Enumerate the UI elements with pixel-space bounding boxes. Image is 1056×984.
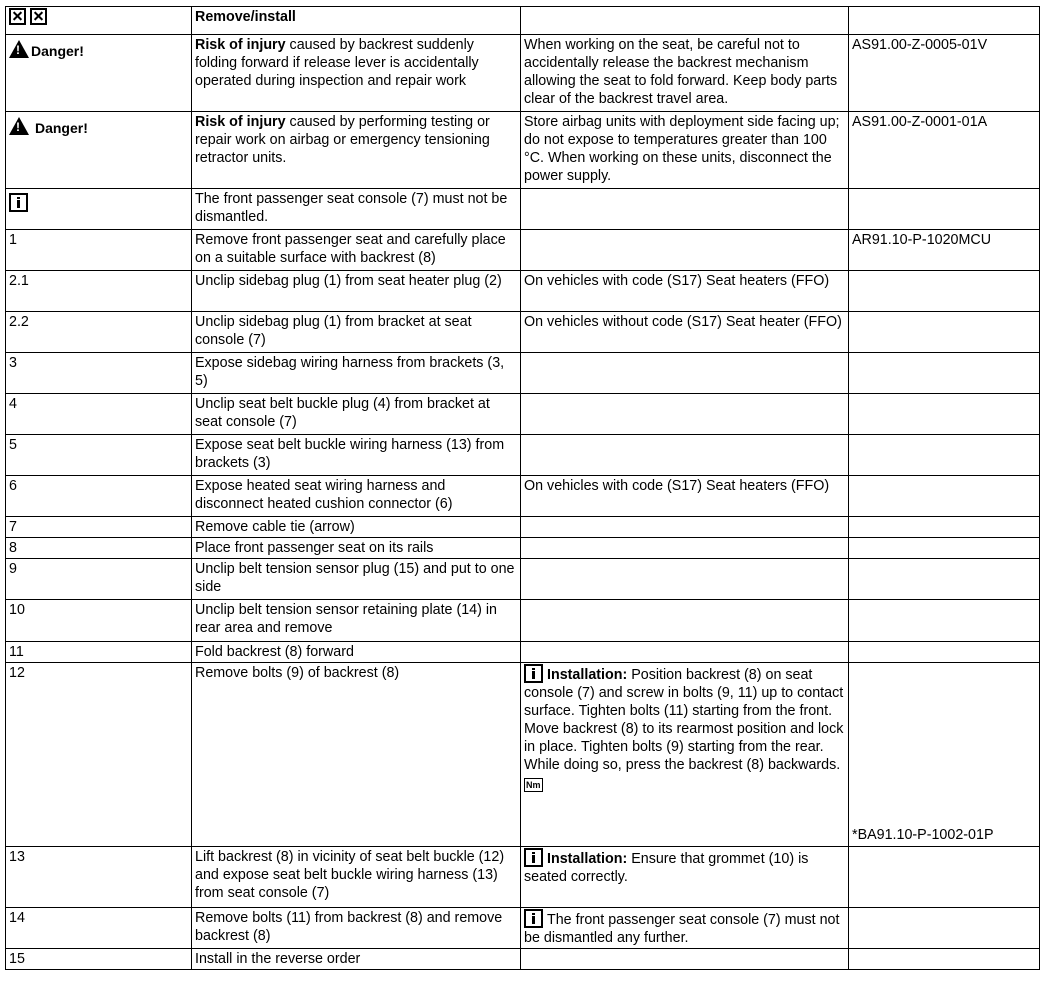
info-icon	[524, 664, 543, 683]
step-row	[6, 908, 1040, 949]
step-row	[6, 394, 1040, 435]
step-number: 2.1	[6, 271, 192, 312]
step-action: Unclip belt tension sensor plug (15) and put to one side	[192, 559, 521, 600]
installation-text: Ensure that grommet (10) is seated correctly.	[524, 851, 809, 885]
step-row	[6, 435, 1040, 476]
info-icon	[524, 848, 543, 867]
step-action: Remove front passenger seat and carefully place on a suitable surface with backrest (8)	[192, 230, 521, 271]
step-row	[6, 559, 1040, 600]
document-link[interactable]: AR91.10-P-1020MCU	[849, 230, 1040, 271]
step-ref-cell	[849, 663, 1040, 847]
measure-cell: Store airbag units with deployment side facing up; do not expose to temperatures greater than 100 °C. When working on these units, disconnect the power supply.	[521, 112, 849, 189]
note-text: The front passenger seat console (7) must not be dismantled any further.	[524, 912, 840, 946]
step-row	[6, 271, 1040, 312]
measure-cell: When working on the seat, be careful not to accidentally release the backrest mechanism allowing the seat to fold forward. Keep body parts clear of the backrest travel area.	[521, 35, 849, 112]
step-action: Unclip sidebag plug (1) from bracket at seat console (7)	[192, 312, 521, 353]
collapse-icon[interactable]	[30, 8, 47, 25]
step-ref	[849, 600, 1040, 642]
step-action: Unclip belt tension sensor retaining plate (14) in rear area and remove	[192, 600, 521, 642]
risk-title: Risk of injury	[195, 114, 286, 130]
step-row	[6, 600, 1040, 642]
step-ref	[849, 394, 1040, 435]
document-link[interactable]: AS91.00-Z-0005-01V	[849, 35, 1040, 112]
warning-triangle-icon	[9, 40, 29, 58]
step-row	[6, 642, 1040, 663]
step-ref	[849, 538, 1040, 559]
empty-cell	[849, 908, 1040, 949]
warning-triangle-icon	[9, 117, 29, 135]
step-row	[6, 312, 1040, 353]
installation-label: Installation:	[547, 667, 628, 683]
step-number: 1	[6, 230, 192, 271]
step-ref	[849, 312, 1040, 353]
installation-text: Position backrest (8) on seat console (7) and screw in bolts (9, 11) up to contact surface. Tighten bolts (11) starting from the front. Move backrest (8) to its rearmost position and lock in place. Tighten bolts (9) starting from the rear. While doing so, press the backrest (8) backwards.	[524, 667, 844, 773]
step-note: On vehicles without code (S17) Seat heater (FFO)	[521, 312, 849, 353]
step-number: 5	[6, 435, 192, 476]
step-ref	[849, 435, 1040, 476]
step-number: 4	[6, 394, 192, 435]
step-row	[6, 476, 1040, 517]
step-ref	[849, 353, 1040, 394]
step-note	[521, 230, 849, 271]
step-action: Unclip sidebag plug (1) from seat heater plug (2)	[192, 271, 521, 312]
empty-cell	[849, 189, 1040, 230]
info-row	[6, 189, 1040, 230]
step-action: Remove bolts (11) from backrest (8) and remove backrest (8)	[192, 908, 521, 949]
danger-row	[6, 112, 1040, 189]
danger-cell	[6, 35, 192, 112]
header-icons	[6, 7, 192, 35]
document-link[interactable]: AS91.00-Z-0001-01A	[849, 112, 1040, 189]
step-action: Expose seat belt buckle wiring harness (13) from brackets (3)	[192, 435, 521, 476]
step-note	[521, 663, 849, 847]
step-ref	[849, 517, 1040, 538]
step-row	[6, 353, 1040, 394]
step-ref	[849, 642, 1040, 663]
step-number: 13	[6, 847, 192, 908]
installation-label: Installation:	[547, 851, 628, 867]
danger-row	[6, 35, 1040, 112]
step-note	[521, 435, 849, 476]
empty-cell	[521, 189, 849, 230]
step-ref	[849, 271, 1040, 312]
info-icon	[524, 909, 543, 928]
step-row	[6, 847, 1040, 908]
step-action: Place front passenger seat on its rails	[192, 538, 521, 559]
step-action: Unclip seat belt buckle plug (4) from bracket at seat console (7)	[192, 394, 521, 435]
danger-label: Danger!	[34, 120, 88, 136]
risk-text: caused by performing testing or repair work on airbag or emergency tensioning retractor units.	[195, 114, 490, 166]
document-link[interactable]: *BA91.10-P-1002-01P	[852, 827, 994, 843]
info-icon	[9, 193, 28, 212]
empty-cell	[849, 949, 1040, 970]
step-note	[521, 600, 849, 642]
step-note	[521, 538, 849, 559]
header-empty-2	[849, 7, 1040, 35]
step-ref	[849, 476, 1040, 517]
empty-cell	[849, 847, 1040, 908]
step-note	[521, 642, 849, 663]
header-row	[6, 7, 1040, 35]
step-note	[521, 353, 849, 394]
step-number: 15	[6, 949, 192, 970]
step-ref	[849, 559, 1040, 600]
header-empty-1	[521, 7, 849, 35]
step-row	[6, 517, 1040, 538]
step-action: Lift backrest (8) in vicinity of seat belt buckle (12) and expose seat belt buckle wiring harness (13) from seat console (7)	[192, 847, 521, 908]
step-number: 6	[6, 476, 192, 517]
step-number: 11	[6, 642, 192, 663]
header-title: Remove/install	[192, 7, 521, 35]
step-note	[521, 394, 849, 435]
step-note	[521, 517, 849, 538]
procedure-table	[5, 6, 1040, 970]
info-cell	[6, 189, 192, 230]
expand-icon[interactable]	[9, 8, 26, 25]
info-text: The front passenger seat console (7) must not be dismantled.	[192, 189, 521, 230]
step-note	[521, 559, 849, 600]
step-number: 7	[6, 517, 192, 538]
step-row	[6, 949, 1040, 970]
risk-cell	[192, 112, 521, 189]
step-row	[6, 230, 1040, 271]
step-action: Expose sidebag wiring harness from brackets (3, 5)	[192, 353, 521, 394]
risk-cell	[192, 35, 521, 112]
step-number: 3	[6, 353, 192, 394]
step-action: Remove cable tie (arrow)	[192, 517, 521, 538]
risk-title: Risk of injury	[195, 37, 286, 53]
step-note	[521, 908, 849, 949]
step-note: On vehicles with code (S17) Seat heaters (FFO)	[521, 476, 849, 517]
step-number: 10	[6, 600, 192, 642]
step-action: Remove bolts (9) of backrest (8)	[192, 663, 521, 847]
step-number: 9	[6, 559, 192, 600]
empty-cell	[521, 949, 849, 970]
step-number: 14	[6, 908, 192, 949]
danger-label: Danger!	[31, 43, 84, 59]
step-number: 12	[6, 663, 192, 847]
step-action: Fold backrest (8) forward	[192, 642, 521, 663]
step-action: Expose heated seat wiring harness and disconnect heated cushion connector (6)	[192, 476, 521, 517]
step-action: Install in the reverse order	[192, 949, 521, 970]
step-note	[521, 847, 849, 908]
step-row	[6, 663, 1040, 847]
risk-text: caused by backrest suddenly folding forward if release lever is accidentally operated during inspection and repair work	[195, 37, 479, 89]
step-note: On vehicles with code (S17) Seat heaters (FFO)	[521, 271, 849, 312]
danger-cell	[6, 112, 192, 189]
step-number: 8	[6, 538, 192, 559]
step-row	[6, 538, 1040, 559]
torque-icon[interactable]: Nm	[526, 780, 541, 791]
step-number: 2.2	[6, 312, 192, 353]
